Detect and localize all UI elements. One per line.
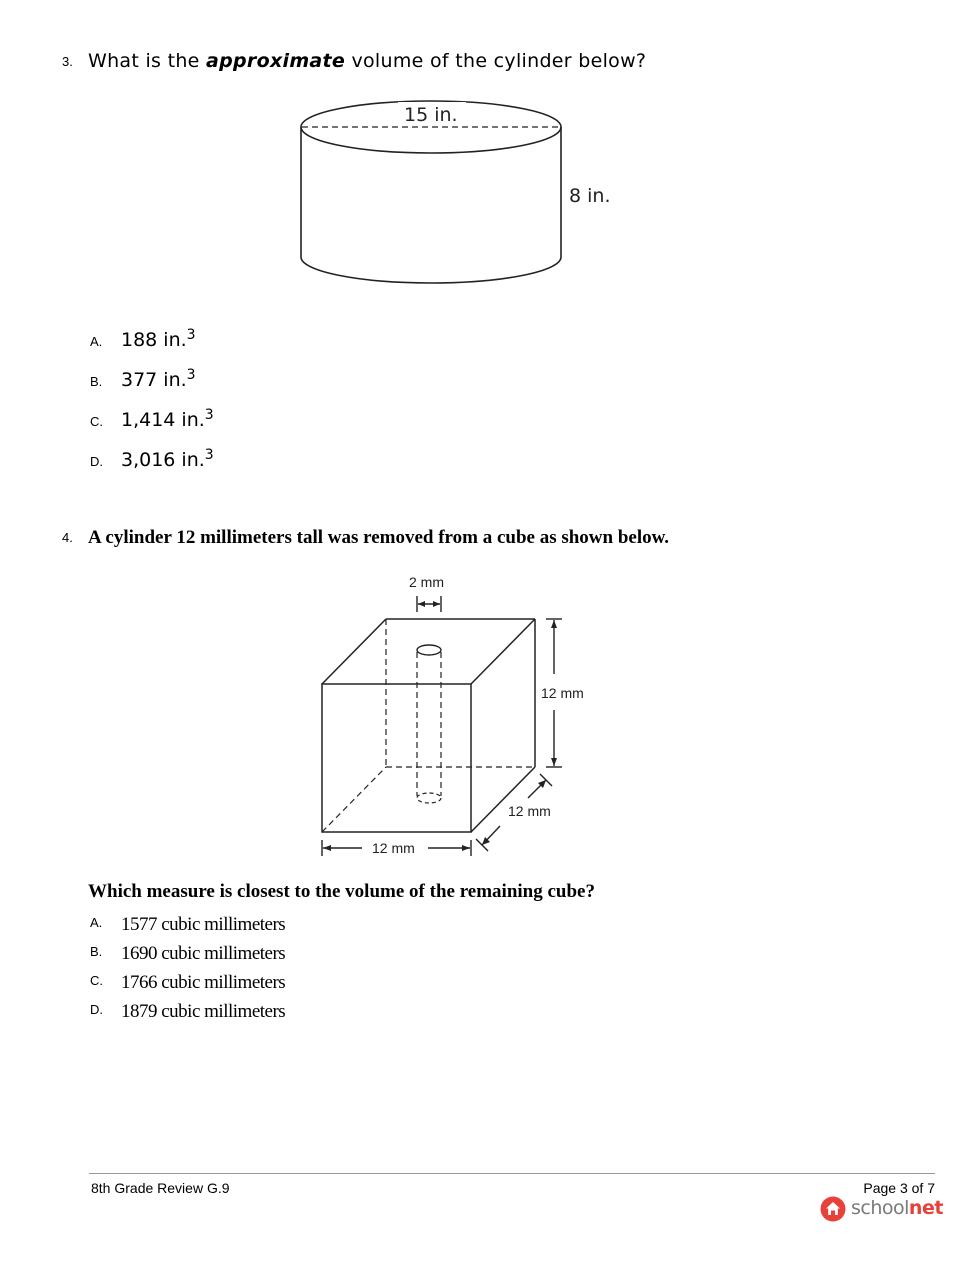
cube-figure bbox=[300, 568, 620, 868]
hole-width-label: 2 mm bbox=[409, 574, 444, 590]
house-icon bbox=[820, 1196, 846, 1222]
option-value bbox=[121, 329, 196, 351]
hole-top-ellipse bbox=[417, 645, 441, 655]
cylinder-height-label: 8 in. bbox=[569, 185, 611, 207]
option-b[interactable] bbox=[89, 368, 389, 398]
option-a[interactable] bbox=[89, 328, 389, 358]
schoolnet-wordmark bbox=[851, 1196, 943, 1220]
cylinder-diameter-label: 15 in. bbox=[404, 104, 458, 126]
brand-prefix: school bbox=[851, 1197, 909, 1219]
option-letter: C. bbox=[90, 414, 103, 429]
question-4-stem: A cylinder 12 millimeters tall was removed from a cube as shown below. bbox=[88, 527, 670, 548]
option-a[interactable] bbox=[89, 914, 409, 940]
option-value-text: 1,414 in. bbox=[121, 409, 205, 431]
option-value: 1766 cubic millimeters bbox=[121, 972, 286, 993]
footer-title: 8th Grade Review G.9 bbox=[91, 1180, 230, 1196]
cube-height-label: 12 mm bbox=[541, 685, 584, 701]
option-value bbox=[121, 409, 214, 431]
question-3-text-emphasis: approximate bbox=[206, 50, 346, 72]
option-letter: A. bbox=[90, 334, 103, 349]
option-c[interactable] bbox=[89, 972, 409, 998]
brand-suffix: net bbox=[908, 1197, 943, 1219]
question-3-text-before: What is the bbox=[88, 50, 206, 72]
option-value bbox=[121, 369, 196, 391]
option-exponent: 3 bbox=[186, 327, 196, 343]
option-value: 1879 cubic millimeters bbox=[121, 1001, 286, 1022]
option-letter: D. bbox=[90, 454, 103, 469]
option-letter: B. bbox=[90, 944, 103, 959]
option-value: 1577 cubic millimeters bbox=[121, 914, 286, 935]
cube-top-left-edge bbox=[322, 619, 386, 684]
option-exponent: 3 bbox=[204, 447, 214, 463]
option-letter: A. bbox=[90, 915, 103, 930]
option-value bbox=[121, 449, 214, 471]
cube-depth-label: 12 mm bbox=[508, 803, 551, 819]
option-letter: C. bbox=[90, 973, 103, 988]
hole-width-dimension bbox=[417, 596, 441, 612]
cube-width-label: 12 mm bbox=[372, 840, 415, 856]
question-4-prompt: Which measure is closest to the volume of the remaining cube? bbox=[88, 881, 595, 902]
option-c[interactable] bbox=[89, 408, 389, 438]
question-4-number: 4. bbox=[62, 530, 73, 545]
option-d[interactable] bbox=[89, 1001, 409, 1027]
footer-divider bbox=[89, 1173, 935, 1174]
option-value-text: 3,016 in. bbox=[121, 449, 205, 471]
cube-hidden-diagonal-edge bbox=[322, 767, 386, 832]
cube-right-bottom-edge bbox=[471, 767, 535, 832]
cube-top-right-edge bbox=[471, 619, 535, 684]
option-value: 1690 cubic millimeters bbox=[121, 943, 286, 964]
option-value-text: 377 in. bbox=[121, 369, 187, 391]
option-letter: D. bbox=[90, 1002, 103, 1017]
option-d[interactable] bbox=[89, 448, 389, 478]
question-3-text-after: volume of the cylinder below? bbox=[345, 50, 647, 72]
option-exponent: 3 bbox=[186, 367, 196, 383]
question-3-number: 3. bbox=[62, 54, 73, 69]
option-letter: B. bbox=[90, 374, 103, 389]
option-b[interactable] bbox=[89, 943, 409, 969]
hole-bottom-ellipse bbox=[417, 793, 441, 803]
cylinder-figure bbox=[290, 92, 630, 288]
cylinder-bottom-arc bbox=[301, 257, 561, 283]
question-3-text bbox=[88, 50, 646, 72]
option-value-text: 188 in. bbox=[121, 329, 187, 351]
footer-page-number: Page 3 of 7 bbox=[863, 1180, 935, 1196]
option-exponent: 3 bbox=[204, 407, 214, 423]
